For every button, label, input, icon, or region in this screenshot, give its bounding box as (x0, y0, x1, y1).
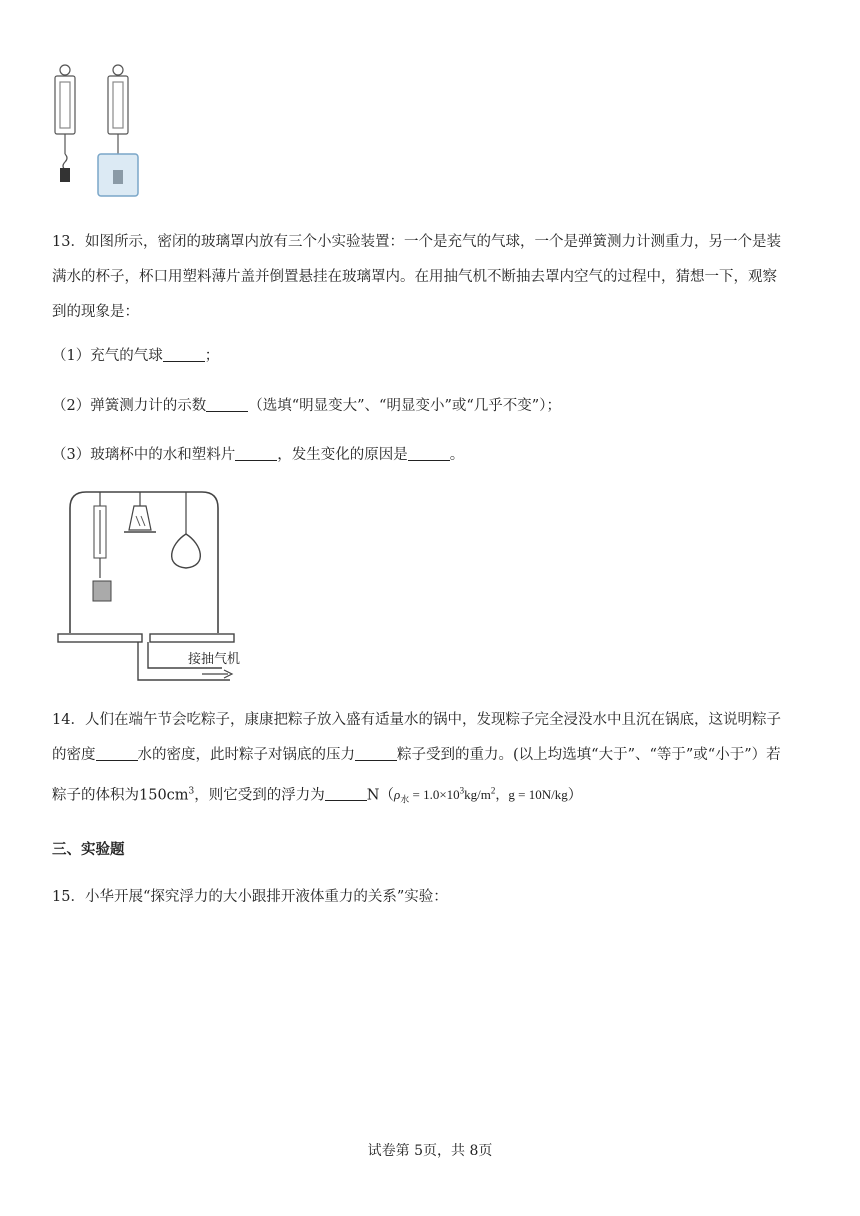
answer-blank[interactable] (235, 446, 277, 461)
density-formula: $\rho_水 = 1.0\times 10^3kg/m^2$，g = 10N/kg (393, 786, 568, 805)
section-title: 三、实验题 (52, 842, 125, 858)
inverted-cup (129, 506, 151, 530)
q13-sub-3: （3）玻璃杯中的水和塑料片 ，发生变化的原因是 。 (52, 447, 465, 463)
answer-blank[interactable] (206, 397, 248, 412)
vacuum-pump-label: 接抽气机 (188, 652, 241, 667)
answer-blank[interactable] (325, 786, 367, 801)
spring-scale-in-air (55, 65, 75, 170)
weight-block-2 (113, 170, 123, 184)
base-plate-left (58, 634, 142, 642)
answer-blank[interactable] (163, 347, 205, 362)
q13-sub-2: （2）弹簧测力计的示数 （选填“明显变大”、“明显变小”或“几乎不变”）； (52, 398, 561, 414)
answer-blank[interactable] (96, 746, 138, 761)
glass-cover (70, 492, 218, 633)
answer-blank[interactable] (408, 446, 450, 461)
q13-line-1: 13．如图所示，密闭的玻璃罩内放有三个小实验装置：一个是充气的气球，一个是弹簧测力计测重力，另一个是装 (52, 234, 781, 250)
base-plate-right (150, 634, 234, 642)
q15-text: 15．小华开展“探究浮力的大小跟排开液体重力的关系”实验： (52, 889, 448, 905)
hanging-weight (93, 581, 111, 601)
q13-sub-1: （1）充气的气球 ； (52, 348, 220, 364)
page-footer: 试卷第 5页，共 8页 (367, 1143, 493, 1159)
q14-line-2: 的密度 水的密度，此时粽子对锅底的压力 粽子受到的重力。(以上均选填“大于”、“等于”或“小于”）若 (52, 747, 781, 763)
q13-line-2: 满水的杯子，杯口用塑料薄片盖并倒置悬挂在玻璃罩内。在用抽气机不断抽去罩内空气的过程中，猜想一下，观察 (52, 269, 777, 285)
balloon (172, 534, 201, 568)
answer-blank[interactable] (355, 746, 397, 761)
q14-line-1: 14．人们在端午节会吃粽子，康康把粽子放入盛有适量水的锅中，发现粽子完全浸没水中且沉在锅底，这说明粽子 (52, 712, 781, 728)
spring-scale-figure (50, 62, 150, 198)
q14-line-3: 粽子的体积为$150cm^3$，则它受到的浮力为 $N(\rho_水 = 1.0\times 10^3kg/m^2$，g = 10N/kg） (52, 786, 583, 805)
weight-block-1 (60, 168, 70, 182)
q13-line-3: 到的现象是： (52, 304, 139, 320)
